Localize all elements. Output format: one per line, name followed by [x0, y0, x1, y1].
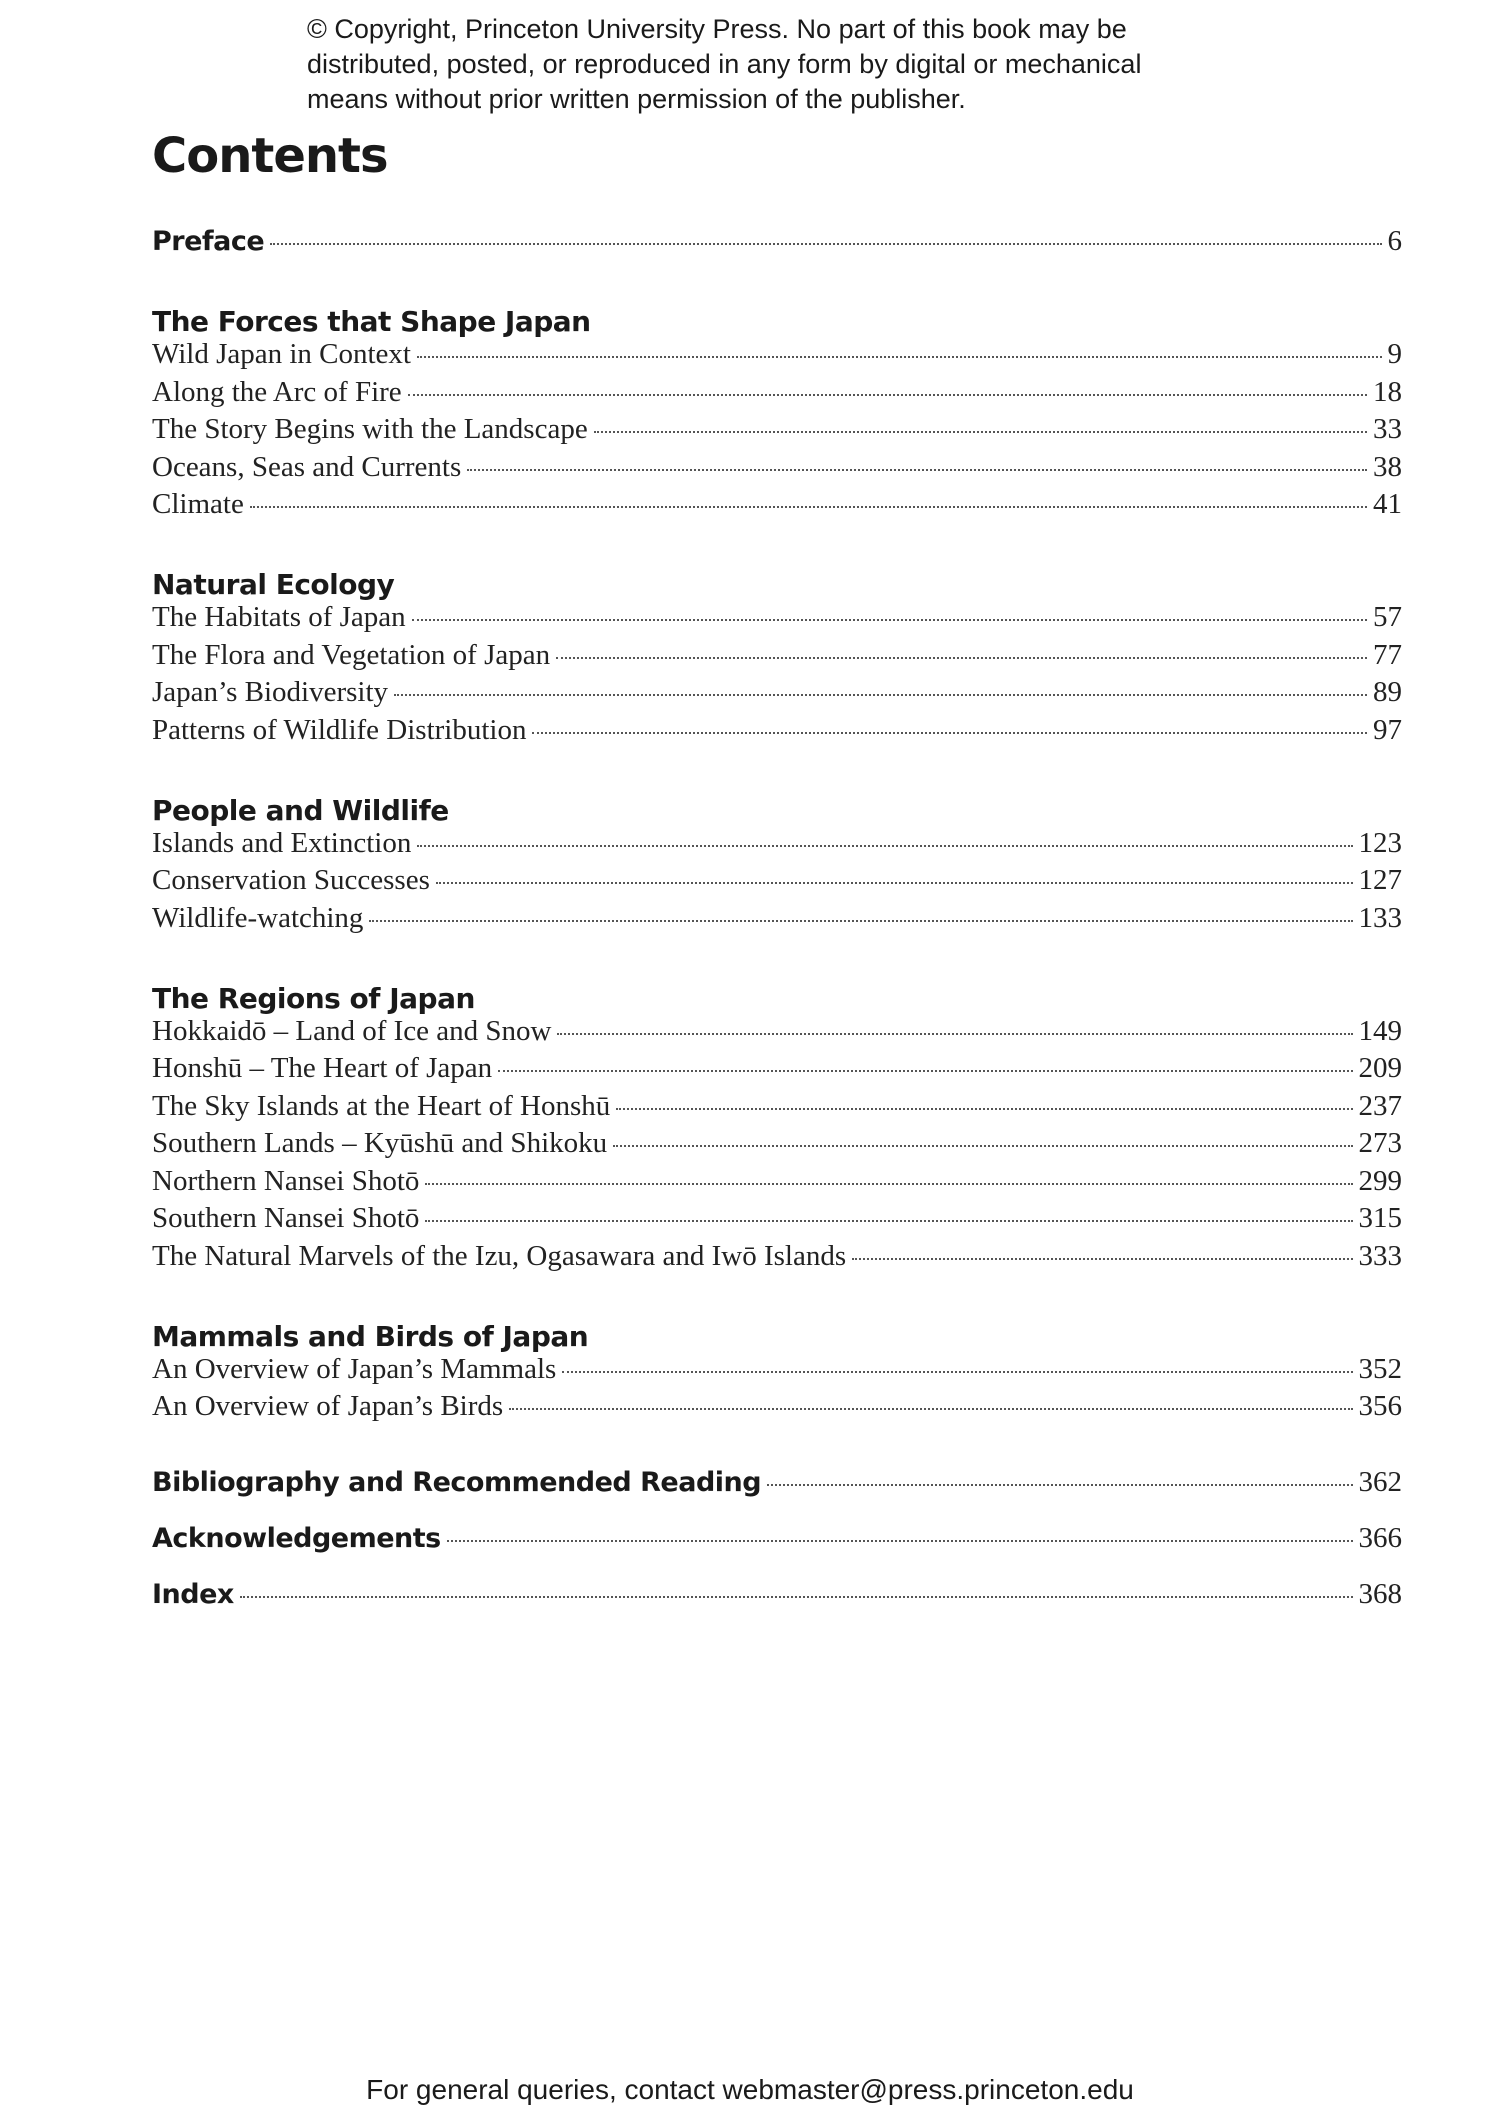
toc-entry[interactable] [152, 1127, 1402, 1165]
toc-entry-label: The Habitats of Japan [152, 601, 406, 633]
toc-entry[interactable] [152, 827, 1402, 865]
toc-entry-label: Conservation Successes [152, 864, 430, 896]
toc-entry[interactable] [152, 1390, 1402, 1428]
dot-leader [613, 1145, 1352, 1147]
toc-entry-page: 315 [1358, 1202, 1402, 1234]
toc-entry-label: Oceans, Seas and Currents [152, 450, 462, 483]
toc-entry-page: 57 [1373, 601, 1402, 633]
toc-entry-label: Wild Japan in Context [152, 338, 411, 370]
toc-entry-page: 38 [1373, 450, 1402, 483]
copyright-line: distributed, posted, or reproduced in any form by digital or mechanical [307, 49, 1142, 79]
toc-entry[interactable] [152, 864, 1402, 902]
toc-entry-page: 18 [1373, 375, 1402, 408]
section-heading-people-and-wildlife: People and Wildlife [152, 793, 449, 827]
copyright-notice [307, 12, 1307, 117]
dot-leader [498, 1070, 1352, 1072]
toc-entry-page: 77 [1373, 638, 1402, 671]
dot-leader [557, 1033, 1352, 1035]
toc-entry[interactable] [152, 1240, 1402, 1278]
toc-entry-bibliography-and-recommended-reading[interactable] [152, 1466, 1402, 1522]
toc-entry-label: Climate [152, 488, 244, 520]
toc-entry-page: 356 [1358, 1390, 1402, 1422]
toc-entry-page: 149 [1358, 1014, 1402, 1047]
dot-leader [240, 1596, 1353, 1598]
toc-entry-label: An Overview of Japan’s Mammals [152, 1352, 557, 1385]
table-of-contents [152, 225, 1402, 1634]
toc-entry-page: 6 [1387, 225, 1402, 257]
toc-entry-label: Bibliography and Recommended Reading [152, 1466, 762, 1498]
toc-entry-label: The Natural Marvels of the Izu, Ogasawara and Iwō Islands [152, 1239, 847, 1272]
toc-entry[interactable] [152, 1165, 1402, 1203]
dot-leader [417, 845, 1352, 847]
dot-leader [408, 394, 1367, 396]
toc-entry-page: 333 [1358, 1239, 1402, 1272]
toc-entry[interactable] [152, 601, 1402, 639]
toc-entry-label: Honshū – The Heart of Japan [152, 1052, 493, 1084]
toc-entry-label: Northern Nansei Shotō [152, 1164, 420, 1197]
toc-entry-label: Southern Nansei Shotō [152, 1202, 420, 1234]
section-heading-mammals-and-birds-of-japan: Mammals and Birds of Japan [152, 1319, 589, 1353]
section-heading-the-forces-that-shape-japan: The Forces that Shape Japan [152, 305, 591, 338]
toc-entry-page: 33 [1373, 413, 1402, 445]
dot-leader [467, 469, 1367, 471]
toc-entry[interactable] [152, 639, 1402, 677]
toc-entry-page: 237 [1358, 1089, 1402, 1122]
dot-leader [417, 356, 1382, 358]
toc-entry-label: The Story Begins with the Landscape [152, 413, 588, 445]
dot-leader [767, 1484, 1352, 1486]
dot-leader [556, 657, 1367, 659]
toc-entry-page: 368 [1358, 1577, 1402, 1610]
toc-entry[interactable] [152, 488, 1402, 526]
toc-entry[interactable] [152, 1202, 1402, 1240]
toc-entry-page: 97 [1373, 713, 1402, 746]
section-heading-natural-ecology: Natural Ecology [152, 568, 395, 601]
footer-contact: For general queries, contact webmaster@press.princeton.edu [366, 2074, 1134, 2105]
toc-entry-label: Acknowledgements [152, 1522, 441, 1554]
dot-leader [532, 732, 1367, 734]
toc-entry-label: Index [152, 1578, 234, 1610]
toc-entry-page: 123 [1358, 826, 1402, 859]
dot-leader [394, 694, 1367, 696]
toc-entry[interactable] [152, 902, 1402, 940]
toc-sections [152, 301, 1402, 1428]
toc-entry-label: Patterns of Wildlife Distribution [152, 713, 527, 746]
toc-entry[interactable] [152, 338, 1402, 376]
copyright-line: © Copyright, Princeton University Press. No part of this book may be [307, 14, 1127, 44]
dot-leader [447, 1540, 1353, 1542]
toc-entry-label: Preface [152, 226, 265, 257]
page-title: Contents [152, 128, 388, 184]
dot-leader [412, 619, 1367, 621]
dot-leader [594, 431, 1367, 433]
toc-entry[interactable] [152, 1015, 1402, 1053]
dot-leader [369, 920, 1352, 922]
dot-leader [436, 882, 1353, 884]
toc-back-matter [152, 1466, 1402, 1634]
dot-leader [509, 1408, 1352, 1410]
toc-entry-label: The Flora and Vegetation of Japan [152, 638, 551, 671]
toc-entry[interactable] [152, 1090, 1402, 1128]
toc-entry-label: Japan’s Biodiversity [152, 676, 389, 708]
toc-entry-page: 362 [1358, 1465, 1402, 1498]
toc-entry-label: Hokkaidō – Land of Ice and Snow [152, 1014, 552, 1047]
toc-entry-page: 366 [1358, 1521, 1402, 1554]
toc-entry[interactable] [152, 376, 1402, 414]
toc-entry[interactable] [152, 451, 1402, 489]
dot-leader [616, 1108, 1352, 1110]
toc-entry[interactable] [152, 714, 1402, 752]
dot-leader [562, 1371, 1352, 1373]
toc-entry-label: The Sky Islands at the Heart of Honshū [152, 1089, 611, 1122]
toc-entry-label: An Overview of Japan’s Birds [152, 1390, 504, 1422]
dot-leader [425, 1220, 1352, 1222]
toc-entry-page: 41 [1373, 488, 1402, 520]
toc-entry-label: Southern Lands – Kyūshū and Shikoku [152, 1127, 608, 1159]
toc-entry-preface[interactable] [152, 225, 1402, 263]
toc-entry-index[interactable] [152, 1578, 1402, 1634]
dot-leader [250, 506, 1367, 508]
toc-entry-page: 273 [1358, 1127, 1402, 1159]
toc-entry[interactable] [152, 1353, 1402, 1391]
dot-leader [852, 1258, 1352, 1260]
toc-entry-page: 89 [1373, 676, 1402, 708]
toc-entry-page: 133 [1358, 901, 1402, 934]
toc-entry-acknowledgements[interactable] [152, 1522, 1402, 1578]
toc-entry-label: Islands and Extinction [152, 826, 412, 859]
toc-entry[interactable] [152, 413, 1402, 451]
toc-entry-page: 299 [1358, 1164, 1402, 1197]
copyright-line: means without prior written permission of the publisher. [307, 84, 966, 114]
dot-leader [425, 1183, 1352, 1185]
toc-entry-page: 127 [1358, 864, 1402, 896]
dot-leader [270, 243, 1381, 245]
toc-entry-page: 352 [1358, 1352, 1402, 1385]
toc-entry[interactable] [152, 1052, 1402, 1090]
toc-entry-page: 9 [1387, 338, 1402, 370]
section-heading-the-regions-of-japan: The Regions of Japan [152, 981, 475, 1015]
toc-entry-label: Wildlife-watching [152, 901, 364, 934]
toc-entry-label: Along the Arc of Fire [152, 375, 402, 408]
toc-entry[interactable] [152, 676, 1402, 714]
toc-entry-page: 209 [1358, 1052, 1402, 1084]
